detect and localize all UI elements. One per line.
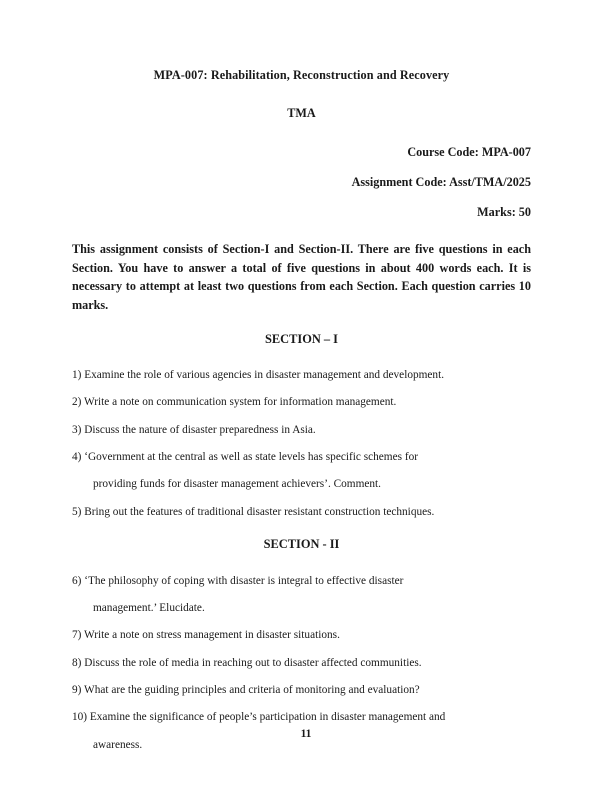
page-title: MPA-007: Rehabilitation, Reconstruction and Recovery: [153, 68, 450, 82]
question-item: 5) Bring out the features of traditional disaster resistant construction techniques.: [72, 505, 435, 518]
question-item: 6) ‘The philosophy of coping with disaster is integral to effective disaster: [72, 574, 404, 587]
course-code: Course Code: MPA-007: [407, 145, 531, 160]
question-item: 10) Examine the significance of people’s participation in disaster management and: [72, 711, 446, 724]
question-item-continuation: management.’ Elucidate.: [93, 601, 205, 614]
question-item-continuation: awareness.: [93, 738, 143, 751]
question-item: 1) Examine the role of various agencies in disaster management and development.: [72, 368, 445, 381]
assignment-code: Assignment Code: Asst/TMA/2025: [351, 175, 531, 190]
question-item: 8) Discuss the role of media in reaching out to disaster affected communities.: [72, 656, 422, 669]
question-item: 7) Write a note on stress management in disaster situations.: [72, 629, 340, 642]
question-item: 2) Write a note on communication system for information management.: [72, 396, 397, 409]
question-item: 3) Discuss the nature of disaster preparedness in Asia.: [72, 423, 316, 436]
marks: Marks: 50: [477, 205, 531, 220]
assignment-meta-block: [72, 144, 531, 234]
section-heading-1: SECTION – I: [265, 331, 338, 346]
question-item: 9) What are the guiding principles and criteria of monitoring and evaluation?: [72, 684, 420, 697]
instructions-paragraph: This assignment consists of Section-I and Section-II. There are five questions in each Section. You have to answer a total of five questions in about 400 words each. It is necessary to attempt at least two questions from each Section. Each question carries 10 marks.: [72, 242, 531, 313]
question-item-continuation: providing funds for disaster management achievers’. Comment.: [93, 478, 381, 491]
question-item: 4) ‘Government at the central as well as state levels has specific schemes for: [72, 451, 418, 464]
document-subtitle: TMA: [287, 106, 316, 121]
page-content: [72, 60, 531, 753]
section-heading-2: SECTION - II: [263, 537, 340, 552]
page-number: 11: [300, 728, 312, 740]
